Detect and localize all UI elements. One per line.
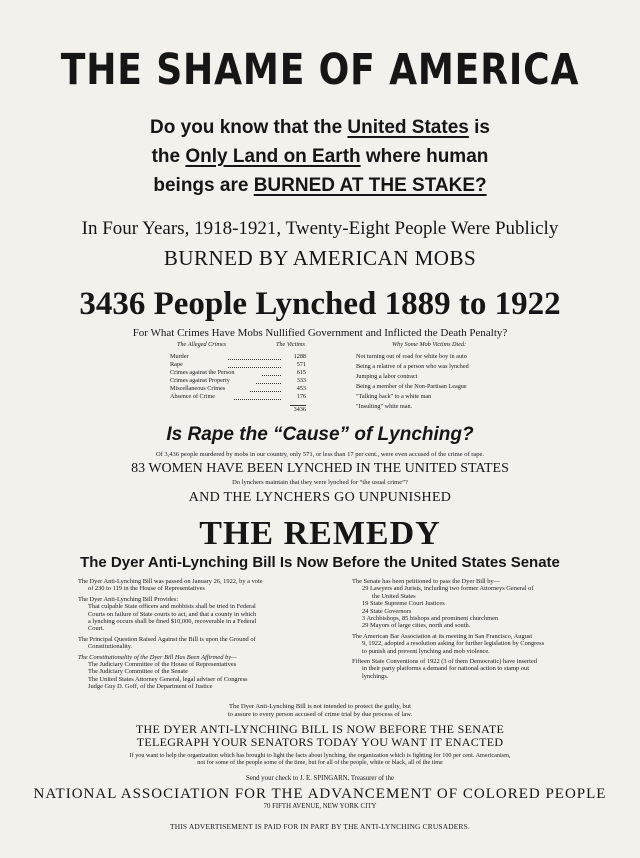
dyer-bill-heading: The Dyer Anti-Lynching Bill Is Now Before the United States Senate — [80, 554, 560, 571]
mob-victims-header: Why Some Mob Victims Died: — [392, 341, 467, 348]
right-paragraph: The American Bar Association at its meeting in San Francisco, August 9, 1922, adopted a resolution asking for further legislation by Congress to punish and prevent lynching and mob violence. — [352, 632, 545, 655]
right-column — [352, 578, 582, 683]
crime-name: Murder — [170, 353, 189, 360]
crime-name: Absence of Crime — [170, 393, 216, 400]
send-check: Send your check to J. E. SPINGARN, Treasurer of the — [245, 775, 394, 782]
question-emphasis: BURNED AT THE STAKE? — [253, 175, 487, 196]
telegraph-call: THE DYER ANTI-LYNCHING BILL IS NOW BEFORE THE SENATE TELEGRAPH YOUR SENATORS TODAY YOU WANT IT ENACTED — [135, 722, 505, 749]
question-line-3 — [0, 172, 640, 200]
advertisement-note: THIS ADVERTISEMENT IS PAID FOR IN PART BY THE ANTI-LYNCHING CRUSADERS. — [169, 822, 471, 831]
question-text: the — [151, 146, 186, 167]
lynchers-unpunished: AND THE LYNCHERS GO UNPUNISHED — [188, 490, 452, 505]
four-years-line: In Four Years, 1918-1921, Twenty-Eight People Were Publicly — [81, 218, 559, 239]
crimes-tables — [0, 341, 640, 417]
crime-count: 176 — [296, 393, 306, 400]
crime-count: 453 — [296, 385, 306, 392]
rape-cause-heading: Is Rape the “Cause” of Lynching? — [166, 424, 474, 445]
question-line-2 — [0, 143, 640, 171]
mob-victim-reason: "Insulting" white man. — [356, 403, 413, 410]
organization-name: NATIONAL ASSOCIATION FOR THE ADVANCEMENT OF COLORED PEOPLE — [33, 786, 607, 802]
crime-name: Crimes against Property — [170, 377, 230, 384]
question-text: beings are — [153, 175, 254, 196]
question-text: where human — [360, 146, 489, 167]
right-paragraph: Fifteen State Conventions of 1922 (3 of them Democratic) have inserted in their party platforms a demand for national action to stamp out lynchings. — [352, 658, 537, 680]
crime-name: Rape — [170, 361, 183, 368]
question-emphasis: Only Land on Earth — [185, 146, 361, 167]
crimes-header: The Alleged Crimes — [177, 341, 227, 348]
mob-victim-reason: Not turning out of road for white boy in auto — [356, 353, 467, 360]
women-lynched: 83 WOMEN HAVE BEEN LYNCHED IN THE UNITED STATES — [131, 461, 509, 476]
right-paragraph: The Senate has been petitioned to pass the Dyer Bill by— 29 Lawyers and Jurists, including two former Attorneys General of the United States 19 State Supreme Court Justices 24 State Governors 3 Archbishops, 85 bishops and prominent churchmen 29 Mayors of large cities, north and south. — [352, 578, 534, 630]
organization-address: 70 FIFTH AVENUE, NEW YORK CITY — [263, 803, 377, 810]
crime-count: 333 — [296, 377, 306, 384]
mob-victim-reason: "Talking back" to a white man — [356, 393, 432, 400]
not-intended-note: The Dyer Anti-Lynching Bill is not intended to protect the guilty, but to assure to every person accused of crime trial by due process of law. — [227, 703, 413, 718]
women-note: Do lynchers maintain that they were lynched for “the usual crime”? — [232, 479, 408, 486]
rape-note: Of 3,436 people murdered by mobs in our country, only 571, or less than 17 per cent., were even accused of the crime of rape. — [155, 451, 485, 458]
crime-count: 615 — [296, 369, 306, 376]
burned-by-mobs: BURNED BY AMERICAN MOBS — [163, 246, 477, 270]
left-paragraph: The Principal Question Raised Against the Bill is upon the Ground of Constitutionality. — [78, 635, 256, 651]
mob-victim-reason: Jumping a labor contract — [356, 373, 418, 380]
question-emphasis: United States — [347, 117, 469, 138]
remedy-heading: THE REMEDY — [199, 515, 441, 552]
crime-name: Crimes against the Person — [170, 369, 235, 376]
crimes-question: For What Crimes Have Mobs Nullified Government and Inflicted the Death Penalty? — [132, 327, 508, 339]
headline: THE SHAME OF AMERICA — [60, 45, 580, 95]
support-appeal: If you want to help the organization which has brought to light the facts about lynching, the organization which is fighting for 100 per cent. Americanism, not for some of the people some of the time, but for all of the people, white or black, all of the time — [129, 752, 511, 767]
crime-name: Miscellaneous Crimes — [170, 385, 226, 392]
left-paragraph: The Dyer Anti-Lynching Bill Provides: That culpable State officers and mobbists shall be tried in Federal Courts on failure of State courts to act, and that a county in which a lynching occurs shall be fined $10,000, recoverable in a Federal Court. — [78, 595, 257, 633]
crime-count: 1288 — [293, 353, 306, 360]
mob-victim-reason: Being a relative of a person who was lynched — [356, 363, 469, 370]
mob-victim-reason: Being a member of the Non-Partisan League — [356, 383, 467, 390]
left-paragraph: The Constitutionality of the Dyer Bill Has Been Affirmed by— The Judiciary Committee of the House of Representatives The Judiciary Committee of the Senate The United States Attorney General, legal adviser of Congress Judge Guy D. Goff, of the Department of Justice — [78, 653, 248, 691]
crime-count: 571 — [296, 361, 306, 368]
left-column — [78, 578, 328, 694]
lynched-heading: 3436 People Lynched 1889 to 1922 — [79, 286, 561, 322]
victims-header: The Victims — [276, 341, 305, 348]
left-paragraph: The Dyer Anti-Lynching Bill was passed on January 26, 1922, by a vote of 230 to 119 in the House of Representatives — [78, 578, 263, 593]
question-text: is — [468, 117, 490, 138]
crime-total: 3436 — [290, 405, 306, 414]
question-line-1 — [0, 114, 640, 142]
question-text: Do you know that the — [150, 117, 348, 138]
